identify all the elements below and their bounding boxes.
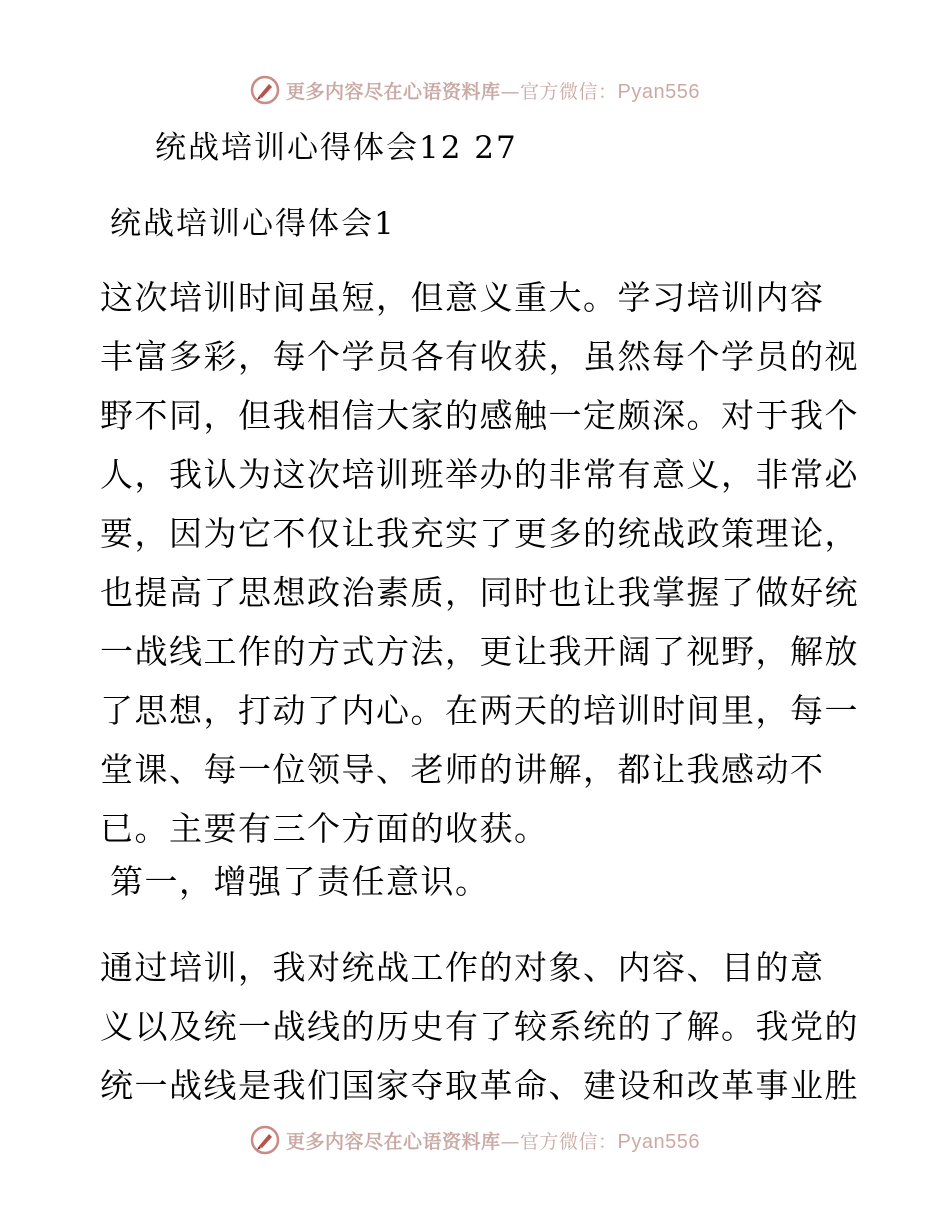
section-subtitle: 统战培训心得体会1 [110,206,396,242]
paragraph-line: 人，我认为这次培训班举办的非常有意义，非常必 [100,455,859,494]
watermark-separator: —官方微信： [500,1130,618,1153]
watermark-account: Pyan556 [617,1130,700,1153]
paragraph-line: 义以及统一战线的历史有了较系统的了解。我党的 [100,1007,859,1046]
footer-watermark [0,1120,950,1160]
paragraph-line: 这次培训时间虽短，但意义重大。学习培训内容 [100,278,825,317]
paragraph-line: 一战线工作的方式方法，更让我开阔了视野，解放 [100,632,859,671]
watermark-main-text: 更多内容尽在心语资料库 [286,1130,501,1153]
watermark-main-text: 更多内容尽在心语资料库 [286,80,501,103]
document-title: 统战培训心得体会12 27 [155,130,518,166]
section-heading-1: 第一，增强了责任意识。 [110,862,490,901]
paragraph-line: 通过培训，我对统战工作的对象、内容、目的意 [100,948,825,987]
paragraph-line: 野不同，但我相信大家的感触一定颇深。对于我个 [100,396,859,435]
paragraph-line: 了思想，打动了内心。在两天的培训时间里，每一 [100,691,859,730]
paragraph-1 [100,268,860,858]
paragraph-line: 也提高了思想政治素质，同时也让我掌握了做好统 [100,573,859,612]
paragraph-line: 统一战线是我们国家夺取革命、建设和改革事业胜 [100,1066,859,1105]
pen-nib-circle-icon [250,1125,280,1155]
paragraph-line: 要，因为它不仅让我充实了更多的统战政策理论， [100,514,859,553]
watermark-separator: —官方微信： [500,80,618,103]
pen-nib-circle-icon [250,75,280,105]
paragraph-2 [100,938,860,1115]
watermark-account: Pyan556 [617,80,700,103]
paragraph-line: 已。主要有三个方面的收获。 [100,809,549,848]
header-watermark [0,70,950,110]
paragraph-line: 丰富多彩，每个学员各有收获，虽然每个学员的视 [100,337,859,376]
paragraph-line: 堂课、每一位领导、老师的讲解，都让我感动不 [100,750,825,789]
